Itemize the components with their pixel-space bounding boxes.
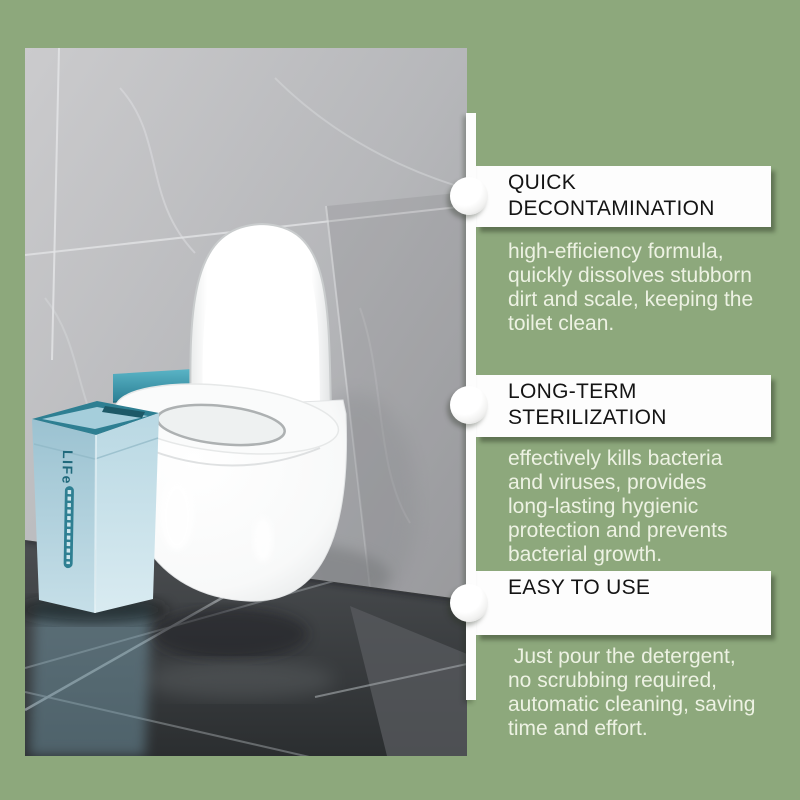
body-line: effectively kills bacteria [508,447,723,470]
body-line: Just pour the detergent, [508,645,736,668]
title-line: DECONTAMINATION [508,197,715,220]
body-line: toilet clean. [508,312,615,335]
callout-card-easy-to-use [476,571,771,635]
body-line: protection and prevents [508,519,728,542]
callout-body-long-term-sterilization [508,447,776,567]
trash-can [25,401,169,624]
callout-card-long-term-sterilization [476,375,771,437]
trash-can-logo: LIFe [59,449,76,486]
callout-title [508,379,765,431]
body-line: automatic cleaning, saving [508,693,756,716]
callout-title [508,575,765,601]
body-line: high-efficiency formula, [508,240,724,263]
callout-card-quick-decontamination [476,166,771,227]
title-line: EASY TO USE [508,576,651,599]
trash-can-front-face [95,413,159,613]
title-line: STERILIZATION [508,406,667,429]
body-line: long-lasting hygienic [508,495,699,518]
body-line: time and effort. [508,717,648,740]
title-line: QUICK [508,171,577,194]
body-line: and viruses, provides [508,471,707,494]
toilet-shadow-floor [152,608,308,660]
bullet-circle-3 [450,584,488,622]
callout-body-easy-to-use [508,645,776,741]
bullet-circle-1 [450,177,488,215]
body-line: bacterial growth. [508,543,663,566]
bullet-circle-2 [450,386,488,424]
callout-body-quick-decontamination [508,240,776,336]
product-photo [25,48,467,756]
callout-title [508,170,765,222]
trash-can-slogan-band [64,486,74,568]
body-line: no scrubbing required, [508,669,717,692]
body-line: quickly dissolves stubborn [508,264,752,287]
trash-can-reflection [29,605,151,756]
trash-can-left-face [32,419,96,613]
title-line: LONG-TERM [508,380,637,403]
body-line: dirt and scale, keeping the [508,288,754,311]
bathroom-photo [25,48,467,756]
